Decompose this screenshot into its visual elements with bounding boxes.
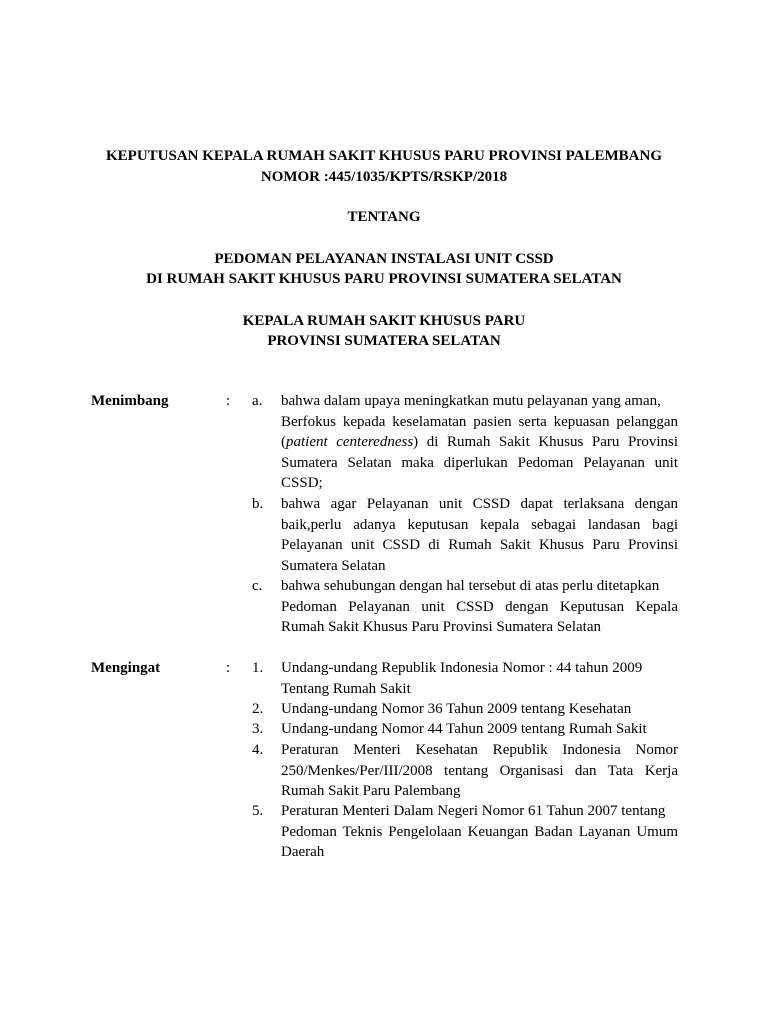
mengingat-2-line-1: Undang-undang Nomor 36 Tahun 2009 tentang Kesehatan [281, 701, 632, 717]
decree-title: KEPUTUSAN KEPALA RUMAH SAKIT KHUSUS PARU PROVINSI PALEMBANG [105, 148, 663, 164]
mengingat-item-4 [281, 740, 678, 802]
mengingat-5-line-2: Pedoman Teknis Pengelolaan Keuangan Badan Layanan Umum [281, 823, 678, 840]
menimbang-a-line-2: Berfokus kepada keselamatan pasien serta kepuasan pelanggan [281, 413, 678, 430]
mengingat-item-1 [281, 658, 678, 699]
mengingat-label: Mengingat [91, 660, 161, 676]
mengingat-item-2 [281, 699, 678, 720]
mengingat-4-line-2: 250/Menkes/Per/III/2008 tentang Organisasi dan Tata Kerja [281, 762, 678, 779]
menimbang-b-line-3: Pelayanan unit CSSD di Rumah Sakit Khusus Paru Provinsi [281, 537, 678, 553]
mengingat-4-line-3: Rumah Sakit Paru Palembang [281, 783, 461, 799]
mengingat-1-line-2: Tentang Rumah Sakit [281, 680, 411, 697]
mengingat-item-3 [281, 719, 678, 740]
menimbang-marker-c: c. [252, 578, 263, 594]
menimbang-b-line-1: bahwa agar Pelayanan unit CSSD dapat terlaksana dengan [281, 496, 678, 512]
menimbang-item-b [281, 494, 678, 576]
menimbang-item-a [281, 391, 678, 494]
mengingat-5-line-1: Peraturan Menteri Dalam Negeri Nomor 61 Tahun 2007 tentang [281, 803, 666, 819]
mengingat-5-line-3: Daerah [281, 844, 325, 860]
decree-number: NOMOR :445/1035/KPTS/RSKP/2018 [260, 169, 508, 185]
mengingat-1-line-1: Undang-undang Republik Indonesia Nomor : 44 tahun 2009 [281, 660, 643, 676]
authority-line-2: PROVINSI SUMATERA SELATAN [267, 333, 501, 349]
menimbang-marker-b: b. [252, 496, 264, 512]
menimbang-a-line-3-open: ( [281, 434, 286, 450]
menimbang-a-italic-term: patient centeredness [286, 434, 414, 450]
menimbang-marker-a: a. [252, 393, 263, 409]
about-heading: TENTANG [347, 209, 421, 225]
menimbang-a-line-3-rest: ) di Rumah Sakit Khusus Paru Provinsi [413, 434, 678, 450]
menimbang-b-line-2: baik,perlu adanya keputusan kepala sebagai landasan bagi [281, 516, 678, 533]
menimbang-c-line-2: Pedoman Pelayanan unit CSSD dengan Keputusan Kepala [281, 598, 678, 615]
menimbang-c-line-1: bahwa sehubungan dengan hal tersebut di atas perlu ditetapkan [281, 578, 660, 594]
mengingat-3-line-1: Undang-undang Nomor 44 Tahun 2009 tentang Rumah Sakit [281, 721, 647, 737]
menimbang-b-line-4: Sumatera Selatan [281, 557, 386, 574]
mengingat-colon: : [226, 660, 231, 676]
menimbang-colon: : [226, 393, 231, 409]
menimbang-a-line-3 [281, 432, 678, 453]
menimbang-item-c [281, 576, 678, 638]
authority-line-1: KEPALA RUMAH SAKIT KHUSUS PARU [242, 313, 526, 329]
mengingat-marker-4: 4. [252, 742, 264, 758]
menimbang-c-line-3: Rumah Sakit Khusus Paru Provinsi Sumatera Selatan [281, 619, 601, 635]
menimbang-a-line-5: CSSD; [281, 475, 323, 491]
subject-line-2: DI RUMAH SAKIT KHUSUS PARU PROVINSI SUMATERA SELATAN [146, 271, 622, 287]
mengingat-4-line-1: Peraturan Menteri Kesehatan Republik Indonesia Nomor [281, 742, 678, 758]
mengingat-item-5 [281, 801, 678, 863]
mengingat-marker-2: 2. [252, 701, 264, 717]
mengingat-marker-1: 1. [252, 660, 264, 676]
mengingat-marker-3: 3. [252, 721, 264, 737]
menimbang-a-line-4: Sumatera Selatan maka diperlukan Pedoman Pelayanan unit [281, 454, 678, 471]
menimbang-a-line-1: bahwa dalam upaya meningkatkan mutu pelayanan yang aman, [281, 393, 661, 409]
menimbang-label: Menimbang [91, 393, 169, 409]
subject-line-1: PEDOMAN PELAYANAN INSTALASI UNIT CSSD [214, 251, 554, 267]
mengingat-marker-5: 5. [252, 803, 264, 819]
